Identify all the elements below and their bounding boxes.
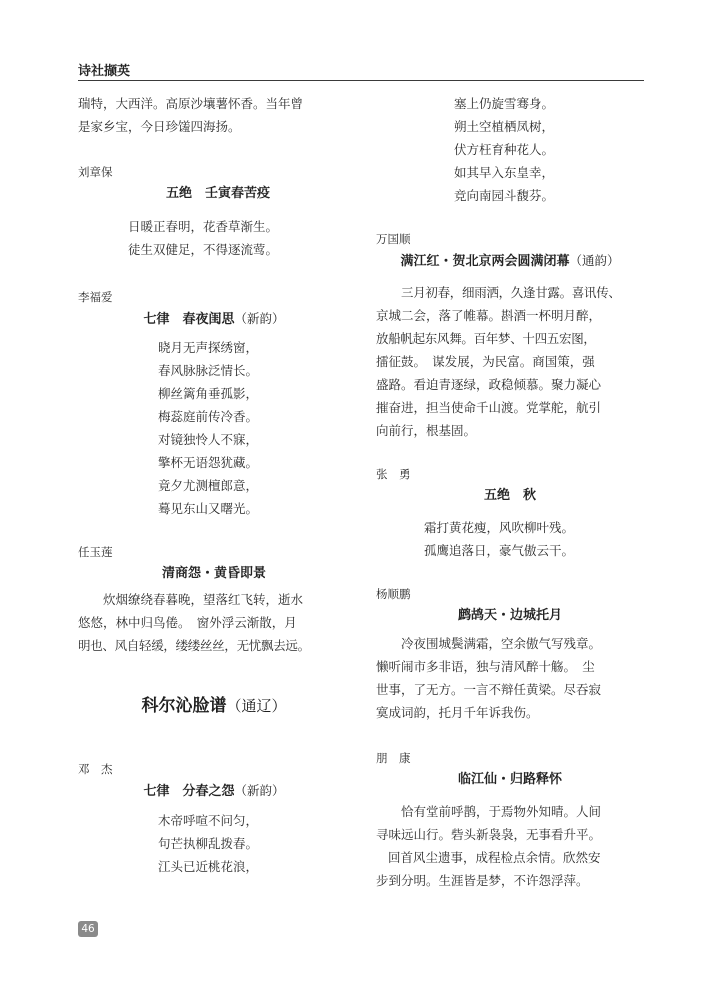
verse-line: 日暖正春明，花香草渐生。	[128, 219, 279, 234]
text-line: 冷夜围城鬓满霜，空余傲气写残章。	[401, 636, 602, 651]
verse-line: 木帝呼喧不问匀，	[158, 813, 259, 828]
right-column	[376, 92, 644, 892]
author-name: 邓 杰	[78, 762, 113, 776]
poem-title: 五绝 壬寅春苦疫	[165, 186, 270, 201]
verse-line: 竟夕尤测檀郎意，	[158, 478, 259, 493]
poem-title: 鹧鸪天・边城托月	[457, 608, 562, 623]
poem-title: 七律 春夜闺思（新韵）	[143, 311, 285, 327]
verse-line: 江头已近桃花浪，	[158, 859, 259, 874]
verse-line: 朔土空植栖凤树，	[454, 119, 555, 134]
poem-title: 临江仙・归路释怀	[457, 772, 562, 787]
text-line: 炊烟缭绕春暮晚，望落红飞转，逝水	[103, 592, 304, 607]
verse-line: 徒生双健足，不得逐流莺。	[128, 242, 279, 257]
text-line: 三月初春，细雨洒，久逢甘露。喜讯传、	[401, 285, 621, 300]
verse-line: 晓月无声探绣窗，	[158, 340, 259, 355]
verse-line: 梅蕊庭前传冷香。	[158, 409, 259, 424]
verse-line: 霜打黄花瘦，风吹柳叶残。	[424, 520, 575, 535]
page-number: 46	[78, 921, 98, 937]
author-name: 张 勇	[376, 467, 411, 481]
text-line: 回首风尘遗事，成程检点余情。欣然安	[388, 850, 601, 865]
verse-line: 对镜独怜人不寐，	[158, 432, 259, 447]
author-name: 朋 康	[376, 751, 411, 765]
poem-body	[78, 809, 350, 878]
poem-body	[78, 336, 350, 520]
verse-line: 孤鹰追落日，豪气傲云干。	[424, 543, 575, 558]
verse-line: 伏方枉育种花人。	[454, 142, 555, 157]
text-line: 悠悠，林中归鸟倦。 窗外浮云渐散，月	[78, 615, 297, 630]
text-line: 世事，了无方。一言不辩任黄梁。尽吞寂	[376, 682, 602, 697]
text-line: 放船帆起东风舞。百年梦、十四五宏图，	[376, 331, 596, 346]
text-line: 恰有堂前呼鹊，于焉物外知晴。人间	[401, 804, 602, 819]
text-line: 擂征鼓。 谋发展，为民富。商国策，强	[376, 354, 595, 369]
column-title: 诗社撷英	[78, 64, 131, 79]
text-line: 是家乡宝，今日珍馐四海扬。	[78, 119, 241, 134]
text-line: 懒听闹市多非语，独与清风醉十觞。 尘	[376, 659, 595, 674]
text-line: 向前行，根基固。	[376, 423, 477, 438]
verse-line: 塞上仍旋雪骞身。	[454, 96, 555, 111]
verse-line: 春风脉脉泛情长。	[158, 363, 259, 378]
author-name: 杨顺鹏	[376, 587, 411, 601]
poem-title: 清商怨・黄昏即景	[161, 566, 266, 581]
author-name: 万国顺	[376, 232, 411, 246]
section-heading: 科尔沁脸谱（通辽）	[141, 696, 287, 716]
verse-line: 如其早入东皇幸，	[454, 165, 555, 180]
verse-line: 柳丝篱角垂孤影，	[158, 386, 259, 401]
author-name: 刘章保	[78, 165, 113, 179]
text-line: 明也、风自轻缓，缕缕丝丝，无忧飘去远。	[78, 638, 310, 653]
verse-line: 擎杯无语怨犹藏。	[158, 455, 259, 470]
poem-body	[78, 215, 350, 261]
left-column	[78, 92, 350, 878]
author-name: 任玉莲	[78, 545, 113, 559]
verse-line: 句芒执柳乱拨春。	[158, 836, 259, 851]
running-header	[78, 58, 644, 81]
text-line: 步到分明。生涯皆是梦，不许怨浮萍。	[376, 873, 589, 888]
poem-title: 五绝 秋	[483, 488, 536, 503]
text-line: 摧奋进，担当使命千山渡。党掌舵，航引	[376, 400, 602, 415]
poem-title: 七律 分春之怨（新韵）	[143, 783, 285, 799]
author-name: 李福爱	[78, 290, 113, 304]
poem-body	[376, 516, 644, 562]
text-line: 寻味远山行。砦头新袅袅，无事看升平。	[376, 827, 602, 842]
verse-line: 蓦见东山又曙光。	[158, 501, 259, 516]
text-line: 盛路。看迫青逐绿，政稳倾慕。聚力凝心	[376, 377, 602, 392]
text-line: 瑞特，大西洋。高原沙壤薯怀香。当年曾	[78, 96, 304, 111]
verse-line: 竞向南园斗馥芬。	[454, 188, 555, 203]
text-line: 京城二会，落了帷幕。斟酒一杯明月醉，	[376, 308, 602, 323]
poem-title: 满江红・贺北京两会圆满闭幕（通韵）	[400, 253, 620, 269]
text-line: 寞成词韵，托月千年诉我伤。	[376, 705, 539, 720]
poem-body	[376, 92, 644, 207]
